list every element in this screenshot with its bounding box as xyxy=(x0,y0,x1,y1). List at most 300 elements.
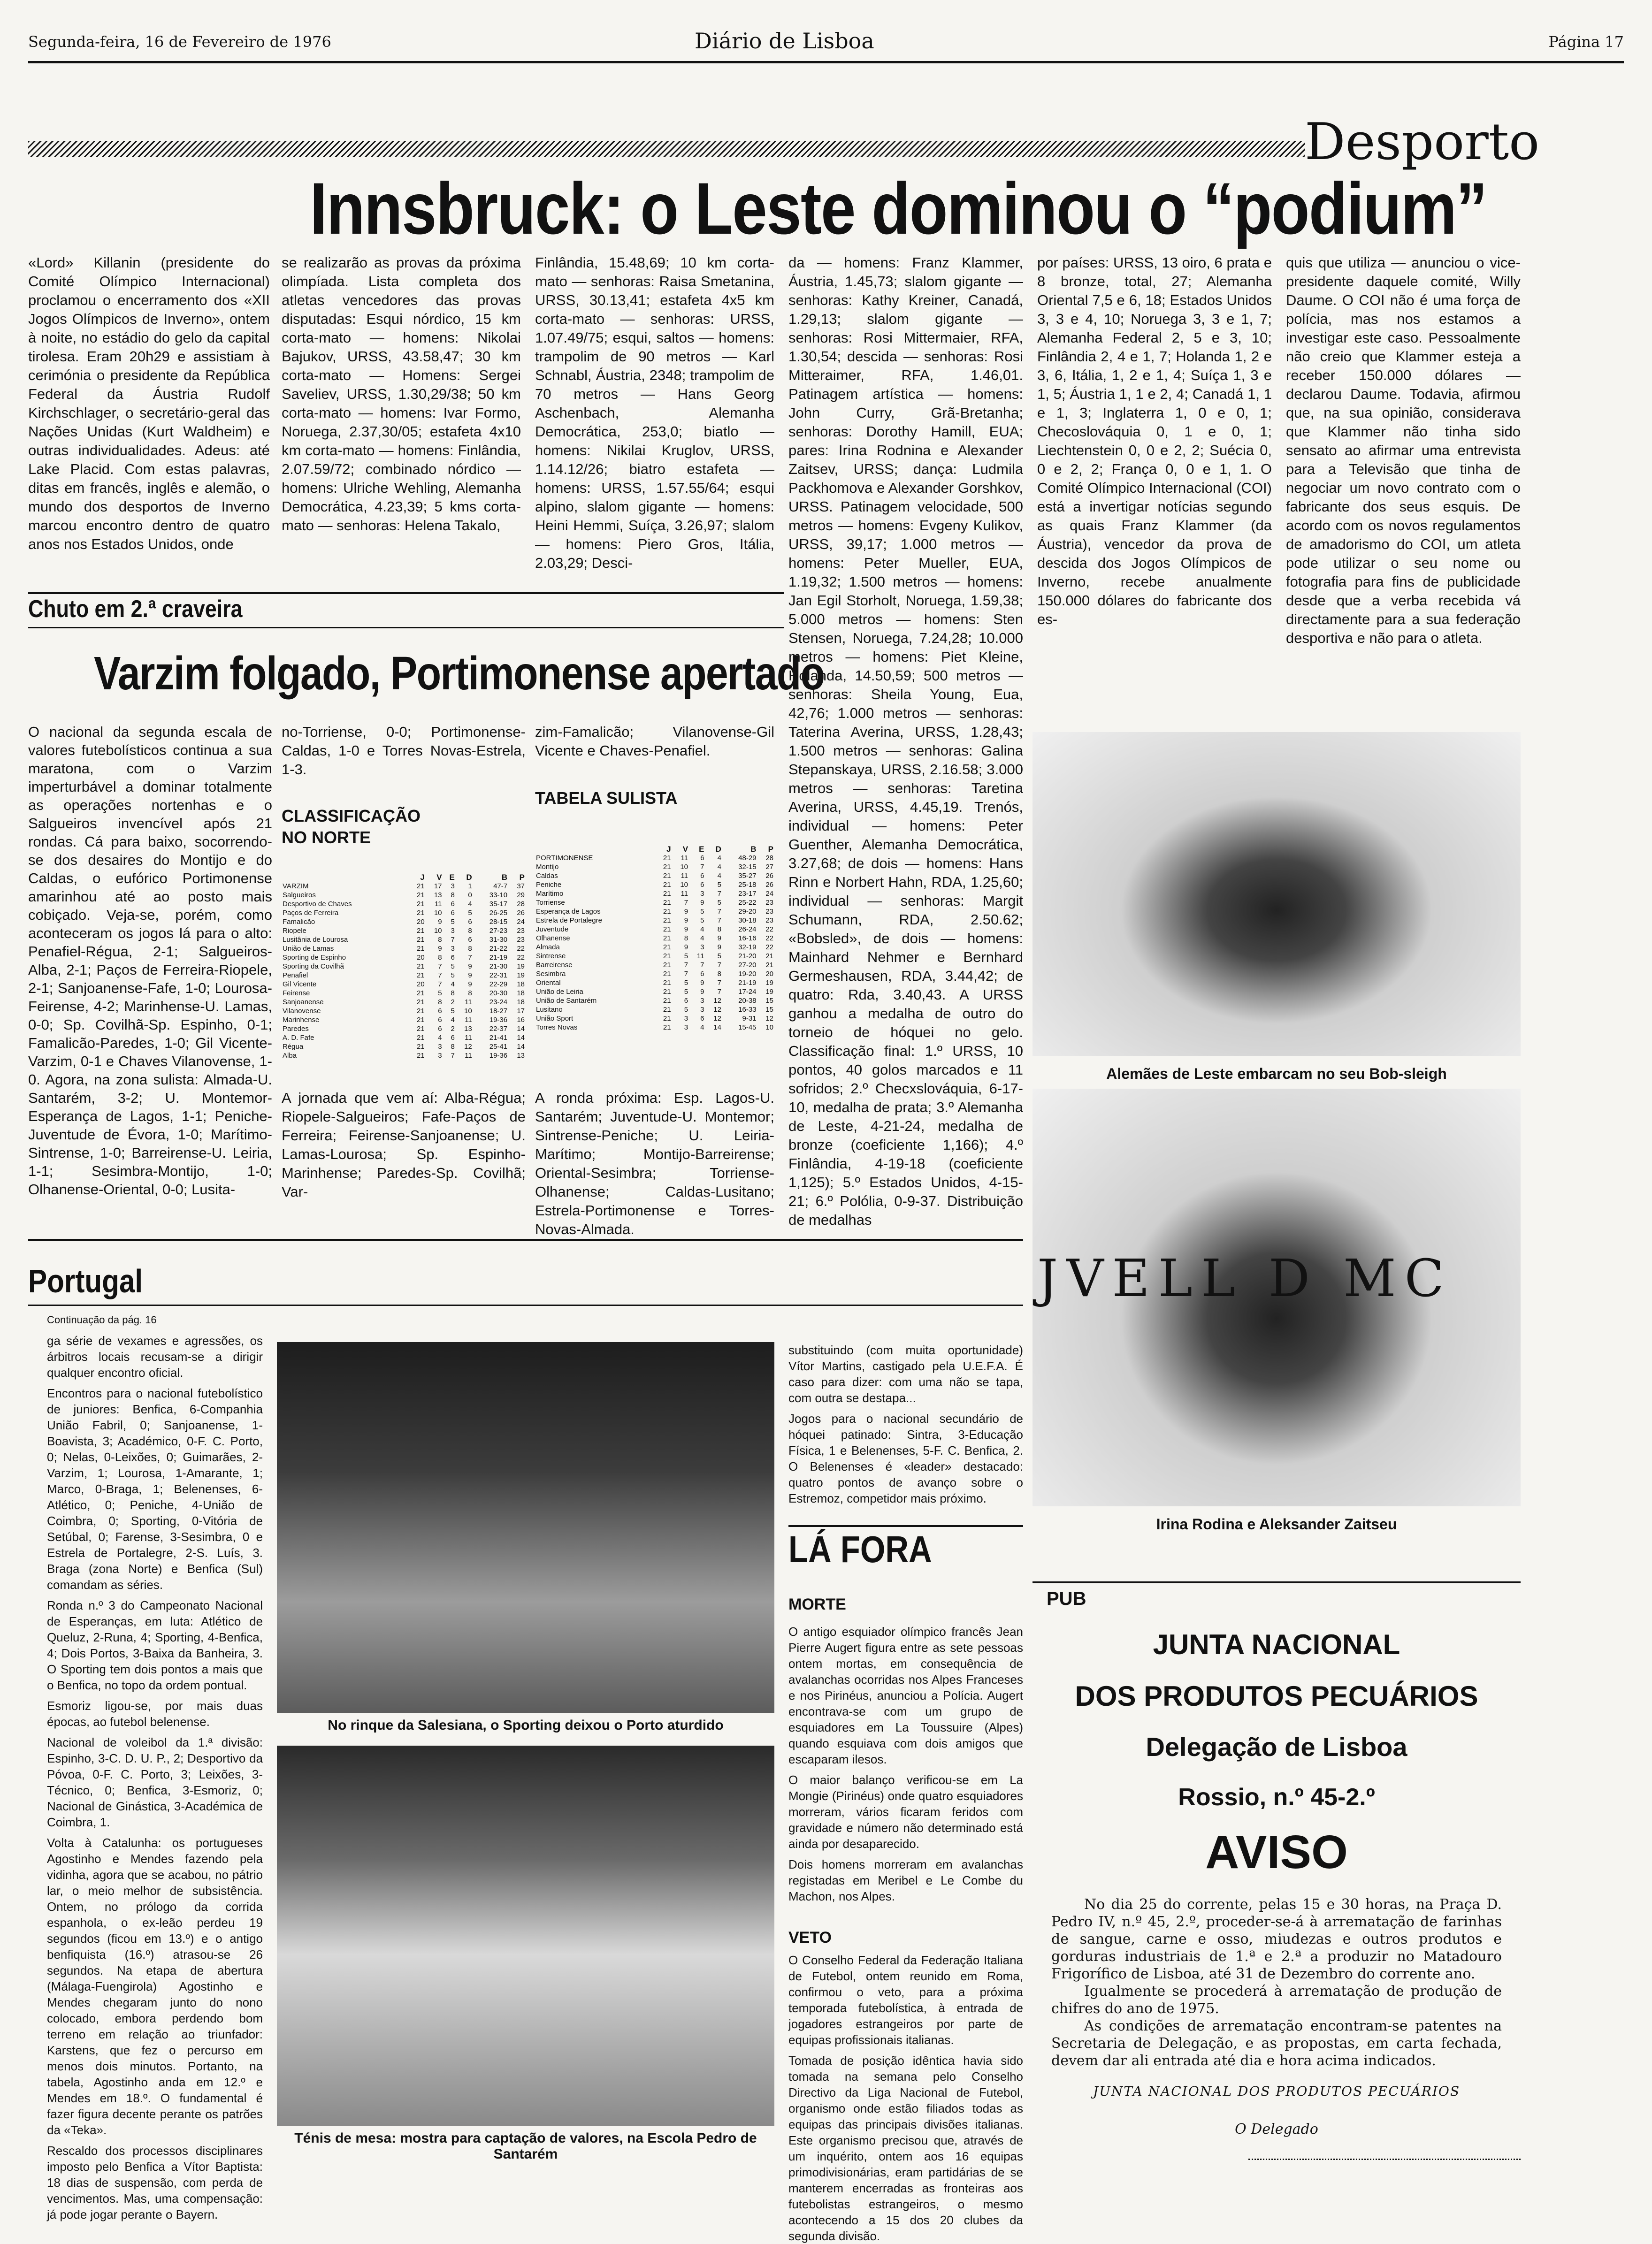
bobsleigh-photo xyxy=(1032,732,1521,1056)
innsbruck-col6: quis que utiliza — anunciou o vice-presidente daquele comité, Willy Daume. O COI não é uma força de polícia, mas nos estamos a investigar este caso. Pessoalmente não creio que Klammer esteja a receber 150.000 dólares — declarou Daume. Todavia, afirmou que, na sua opinião, considerava que Klammer não tinha sido sensato ao afirmar uma entrevista para a Televisão que tinha de negociar um novo contrato com o fabricante dos seus esquis. De acordo com os novos regulamentos de amadorismo do COI, um atleta pode utilizar o seu nome ou fotografia para fins de publicidade desde que a verba recebida vá directamente para a sua federação desportiva e não para o atleta. xyxy=(1286,254,1521,646)
table-header: B xyxy=(750,845,757,854)
table-cell: 6 xyxy=(451,954,455,962)
table-cell: 21-41 xyxy=(489,1034,508,1042)
section-hatch xyxy=(28,141,1305,157)
table-cell: 19 xyxy=(517,962,525,970)
table-cell: 24 xyxy=(517,918,525,926)
table-cell: 9-31 xyxy=(742,1015,757,1023)
table-cell: 17 xyxy=(517,1007,525,1015)
norte-table xyxy=(282,873,526,1060)
table-cell: 23 xyxy=(765,908,773,916)
table-cell: 7 xyxy=(684,961,688,969)
table-cell: 22-31 xyxy=(489,971,508,979)
table-cell: 21 xyxy=(663,925,671,933)
team-name: Juventude xyxy=(536,925,569,933)
table-cell: 19 xyxy=(765,988,773,996)
table-cell: 9 xyxy=(468,971,472,979)
table-cell: 7 xyxy=(451,936,455,944)
table-cell: 21 xyxy=(663,979,671,987)
table-row xyxy=(282,953,526,962)
table-cell: 2 xyxy=(451,1025,455,1033)
table-cell: 21 xyxy=(417,1025,425,1033)
table-cell: 25-18 xyxy=(738,881,757,889)
table-row xyxy=(535,898,774,907)
team-name: Peniche xyxy=(536,881,562,889)
table-cell: 21 xyxy=(765,961,773,969)
table-cell: 5 xyxy=(451,918,455,926)
team-name: Torriense xyxy=(536,899,565,907)
table-cell: 9 xyxy=(438,918,442,926)
table-row xyxy=(282,1007,526,1015)
team-name: União de Leiria xyxy=(536,988,583,996)
table-cell: 6 xyxy=(451,909,455,917)
table-row xyxy=(535,1005,774,1014)
table-row xyxy=(282,944,526,953)
table-cell: 23 xyxy=(765,916,773,924)
table-cell: 23 xyxy=(517,936,525,944)
table-cell: 29 xyxy=(517,891,525,899)
table-cell: 21 xyxy=(417,1034,425,1042)
table-cell: 21-30 xyxy=(489,962,508,970)
portugal-paragraph: Nacional de voleibol da 1.ª divisão: Espinho, 3-C. D. U. P., 2; Desportivo da Póvoa, 0-F. C. Porto, 3; Leixões, 3-Técnico, 0; Benfica, 3-Esmoriz, 0; Nacional de Ginástica, 3-Académica de Coimbra, 1. xyxy=(47,1735,263,1829)
table-cell: 6 xyxy=(700,872,704,880)
morte-heading: MORTE xyxy=(788,1595,846,1613)
norte-title xyxy=(282,805,421,848)
morte-text xyxy=(788,1624,1023,1924)
norte-title-line2: NO NORTE xyxy=(282,828,371,847)
table-cell: 19-36 xyxy=(489,1016,508,1024)
table-cell: 3 xyxy=(438,1052,442,1060)
table-cell: 35-27 xyxy=(738,872,757,880)
pub-bottom-dots xyxy=(1248,2159,1521,2160)
section-title: Desporto xyxy=(1305,113,1540,171)
table-row xyxy=(535,969,774,978)
table-cell: 9 xyxy=(700,979,704,987)
team-name: Esperança de Lagos xyxy=(536,908,601,916)
morte-paragraph: O antigo esquiador olímpico francês Jean Pierre Augert figura entre as sete pessoas ontem mortas, em consequência de avalanchas ocorridas nos Alpes Franceses e nos Pirinéus, anunciou a Polícia. Augert encontrava-se com um grupo de esquiadores em La Toussuire (Alpes) quando esquiava com dois amigos que escaparam ilesos. xyxy=(788,1625,1023,1766)
table-cell: 9 xyxy=(684,908,688,916)
table-row xyxy=(535,880,774,889)
table-cell: 8 xyxy=(468,927,472,935)
table-cell: 21 xyxy=(417,900,425,908)
table-cell: 8 xyxy=(684,934,688,942)
table-cell: 9 xyxy=(684,925,688,933)
masthead xyxy=(28,28,1624,56)
table-cell: 21 xyxy=(417,1007,425,1015)
team-name: Desportivo de Chaves xyxy=(283,900,352,908)
table-cell: 21 xyxy=(663,988,671,996)
la-fora-rule xyxy=(788,1525,1023,1527)
veto-text xyxy=(788,1952,1023,2243)
table-row xyxy=(535,907,774,916)
team-name: União de Santarém xyxy=(536,997,597,1005)
table-cell: 19-20 xyxy=(738,970,757,978)
table-cell: 11 xyxy=(681,854,688,862)
table-cell: 9 xyxy=(438,945,442,953)
table-row xyxy=(282,962,526,971)
table-cell: 21 xyxy=(417,1043,425,1051)
table-cell: 32-19 xyxy=(738,943,757,951)
pub-body-3: As condições de arrematação encontram-se patentes na Secretaria de Delegação, e as propostas, em carta fechada, devem dar ali entrada até dia e hora acima indicados. xyxy=(1051,2018,1502,2069)
portugal-paragraph: Rescaldo dos processos disciplinares imposto pelo Benfica a Vítor Baptista: 18 dias de suspensão, com perda de vencimentos. Mas, uma compensação: já pode jogar perante o Bayern. xyxy=(47,2144,263,2221)
table-tennis-photo xyxy=(277,1746,774,2126)
table-header: P xyxy=(519,873,525,882)
table-cell: 21 xyxy=(663,863,671,871)
table-cell: 7 xyxy=(717,916,721,924)
table-cell: 21 xyxy=(417,927,425,935)
table-row xyxy=(282,891,526,900)
table-row xyxy=(282,998,526,1007)
pub-top-rule xyxy=(1032,1581,1521,1583)
portugal-col1 xyxy=(47,1333,263,2221)
table-cell: 22-29 xyxy=(489,980,508,988)
table-cell: 23 xyxy=(517,927,525,935)
table-cell: 21 xyxy=(663,997,671,1005)
table-cell: 5 xyxy=(700,908,704,916)
table-cell: 8 xyxy=(717,970,721,978)
table-cell: 9 xyxy=(684,916,688,924)
table-cell: 17 xyxy=(434,882,442,890)
table-cell: 5 xyxy=(451,962,455,970)
table-row xyxy=(535,889,774,898)
table-cell: 21 xyxy=(765,952,773,960)
sul-table-wrap xyxy=(535,845,774,1032)
table-cell: 9 xyxy=(717,943,721,951)
table-cell: 22 xyxy=(517,954,525,962)
table-cell: 20 xyxy=(417,954,425,962)
table-cell: 9 xyxy=(717,934,721,942)
table-cell: 7 xyxy=(438,980,442,988)
portugal-paragraph: Volta à Catalunha: os portugueses Agostinho e Mendes fazendo pela vidinha, agora que se acabou, no pátrio lar, o meio melhor de subsistência. Ontem, no prólogo da corrida espanhola, o ex-leão perdeu 19 segundos (ficou em 13.º) e o antigo benfiquista (16.º) atrasou-se 26 segundos. Na etapa de abertura (Málaga-Fuengirola) Agostinho e Mendes chegaram junto do nono colocado, embora perdendo bom terreno em relação ao triunfador: Karstens, que fez o percurso em menos dois minutos. Portanto, na tabela, Agostinho anda em 12.º e Mendes em 18.º. O fundamental é fazer figura decente perante os patrões da «Teka». xyxy=(47,1836,263,2137)
team-name: Paços de Ferreira xyxy=(283,909,339,917)
table-cell: 4 xyxy=(700,1023,704,1031)
page-number: Página 17 xyxy=(1548,33,1624,51)
table-row xyxy=(282,917,526,926)
table-header-blank xyxy=(282,873,408,882)
table-cell: 13 xyxy=(464,1025,472,1033)
table-cell: 3 xyxy=(684,1023,688,1031)
table-cell: 5 xyxy=(684,1006,688,1014)
table-row xyxy=(282,882,526,891)
table-cell: 3 xyxy=(451,882,455,890)
table-cell: 8 xyxy=(451,1043,455,1051)
masthead-rule xyxy=(28,61,1624,63)
table-cell: 9 xyxy=(468,980,472,988)
masthead-date: Segunda-feira, 16 de Fevereiro de 1976 xyxy=(28,33,331,51)
table-cell: 19-36 xyxy=(489,1052,508,1060)
chuto-col2-top: no-Torriense, 0-0; Portimonense-Caldas, 1-0 e Torres Novas-Estrela, 1-3. xyxy=(282,724,526,778)
table-cell: 5 xyxy=(684,952,688,960)
table-cell: 21 xyxy=(417,1016,425,1024)
pub-body-1: No dia 25 do corrente, pelas 15 e 30 horas, na Praça D. Pedro IV, n.º 45, 2.º, proceder-se-á à arrematação de farinhas de sangue, carne e osso, miudezas e outros produtos e gorduras industriais de 1.ª e 2.ª a produzir no Matadouro Frigorífico de Lisboa, até 31 de Dezembro do corrente ano. xyxy=(1051,1896,1502,1982)
team-name: Riopele xyxy=(283,927,306,935)
table-cell: 12 xyxy=(765,1015,773,1023)
table-cell: 5 xyxy=(717,899,721,907)
team-name: Marinhense xyxy=(283,1016,320,1024)
table-row xyxy=(282,1015,526,1024)
portugal-col3 xyxy=(788,1342,1023,1516)
table-header: D xyxy=(466,873,472,882)
table-cell: 9 xyxy=(684,943,688,951)
table-cell: 20 xyxy=(417,980,425,988)
team-name: Penafiel xyxy=(283,971,308,979)
table-cell: 21-22 xyxy=(489,945,508,953)
table-cell: 7 xyxy=(717,979,721,987)
table-cell: 9 xyxy=(700,988,704,996)
table-cell: 11 xyxy=(434,900,442,908)
table-cell: 8 xyxy=(468,989,472,997)
table-cell: 6 xyxy=(700,854,704,862)
chuto-col3-bottom: A ronda próxima: Esp. Lagos-U. Santarém; Juventude-U. Montemor; Sintrense-Peniche; U. Leiria-Marítimo; Montijo-Barreirense; Oriental-Sesimbra; Torriense-Olhanense; Caldas-Lusitano; Estrela-Portimonense e Torres-Novas-Almada. xyxy=(535,1090,774,1237)
table-row xyxy=(535,862,774,871)
table-cell: 21 xyxy=(663,890,671,898)
team-name: Sanjoanense xyxy=(283,998,324,1006)
table-cell: 4 xyxy=(468,900,472,908)
table-cell: 37 xyxy=(517,882,525,890)
table-cell: 26-24 xyxy=(738,925,757,933)
table-row xyxy=(535,961,774,969)
portugal-paragraph: substituindo (com muita oportunidade) Vítor Martins, castigado pela U.E.F.A. É caso para dizer: com uma não se tapa, com outra se destapa... xyxy=(788,1343,1023,1405)
table-cell: 6 xyxy=(468,936,472,944)
table-cell: 10 xyxy=(680,881,688,889)
table-cell: 8 xyxy=(717,925,721,933)
table-cell: 10 xyxy=(680,863,688,871)
table-header: V xyxy=(436,873,442,882)
table-cell: 5 xyxy=(717,881,721,889)
table-cell: 12 xyxy=(713,997,721,1005)
table-cell: 15 xyxy=(765,1006,773,1014)
table-cell: 3 xyxy=(700,997,704,1005)
table-cell: 11 xyxy=(681,890,688,898)
table-cell: 3 xyxy=(700,943,704,951)
table-cell: 20 xyxy=(417,918,425,926)
team-name: União Sport xyxy=(536,1015,574,1023)
table-cell: 21-20 xyxy=(738,952,757,960)
table-cell: 19 xyxy=(765,979,773,987)
table-cell: 21 xyxy=(663,970,671,978)
team-name: Gil Vicente xyxy=(283,980,317,988)
table-cell: 26 xyxy=(517,909,525,917)
table-cell: 5 xyxy=(717,952,721,960)
team-name: VARZIM xyxy=(283,882,309,890)
table-row xyxy=(535,1023,774,1032)
table-cell: 21 xyxy=(417,998,425,1006)
table-cell: 5 xyxy=(451,971,455,979)
table-header: B xyxy=(501,873,508,882)
chuto-col3-top: zim-Famalicão; Vilanovense-Gil Vicente e Chaves-Penafiel. xyxy=(535,724,774,759)
table-cell: 26-25 xyxy=(489,909,508,917)
table-cell: 20 xyxy=(765,970,773,978)
table-row xyxy=(535,943,774,952)
veto-paragraph: O Conselho Federal da Federação Italiana de Futebol, ontem reunido em Roma, confirmou o veto, para a próxima temporada futebolística, à entrada de jogadores estrangeiros por parte de equipas profissionais italianas. xyxy=(788,1953,1023,2047)
table-cell: 6 xyxy=(451,900,455,908)
team-name: Lusitano xyxy=(536,1006,563,1014)
table-row xyxy=(282,1024,526,1033)
table-cell: 25-22 xyxy=(738,899,757,907)
portugal-paragraph: Esmoriz ligou-se, por mais duas épocas, ao futebol belenense. xyxy=(47,1699,263,1729)
table-header: J xyxy=(666,845,671,854)
table-cell: 10 xyxy=(765,1023,773,1031)
table-cell: 11 xyxy=(696,952,704,960)
table-row xyxy=(282,980,526,989)
team-name: Barreirense xyxy=(536,961,573,969)
table-header: V xyxy=(682,845,688,854)
table-cell: 14 xyxy=(713,1023,721,1031)
table-cell: 6 xyxy=(438,1007,442,1015)
portugal-paragraph: Encontros para o nacional futebolístico de juniores: Benfica, 6-Companhia União Fabril, 0; Sanjoanense, 1-Boavista, 3; Académico, 0-F. C. Porto, 0; Nelas, 0-Leixões, 0; Guimarães, 2-Varzim, 1; Lourosa, 1-Amarante, 1; Marco, 0-Braga, 1; Belenenses, 6-Atlético, 0; Peniche, 4-União de Coimbra, 0; Sporting, 0-Vitória de Setúbal, 0; Farense, 3-Sesimbra, 0 e Estrela de Portalegre, 2-S. Luís, 3. Braga (zona Norte) e Benfica (Sul) comandam as séries. xyxy=(47,1386,263,1592)
table-cell: 8 xyxy=(438,954,442,962)
morte-paragraph: Dois homens morreram em avalanchas registadas em Meribel e Le Combe du Machon, nos Alpes. xyxy=(788,1857,1023,1903)
table-row xyxy=(535,978,774,987)
table-cell: 3 xyxy=(700,1006,704,1014)
table-cell: 23 xyxy=(765,899,773,907)
team-name: Marítimo xyxy=(536,890,564,898)
portugal-top-rule xyxy=(28,1239,1023,1241)
table-cell: 23-24 xyxy=(489,998,508,1006)
table-cell: 6 xyxy=(700,881,704,889)
table-row xyxy=(535,987,774,996)
skaters-banner: JVELL D MC xyxy=(1037,1248,1453,1308)
innsbruck-col2: se realizarão as provas da próxima olimpíada. Lista completa dos atletas vencedores das provas disputadas: Esqui nórdico, 15 km corta-mato — homens: Nikolai Bajukov, URSS, 43.58,47; 30 km corta-mato — Homens: Sergei Saveliev, URSS, 1.30,29/38; 50 km corta-mato — homens: Ivar Formo, Noruega, 2.37,30/05; estafeta 4x10 km corta-mato — homens: Finlândia, 2.07.59/72; combinado nórdico — homens: Ulriche Wehling, Alemanha Democrática, 4.23,39; 5 kms corta-mato — senhoras: Helena Takalo, xyxy=(282,254,521,534)
table-cell: 16 xyxy=(517,1016,525,1024)
table-cell: 21 xyxy=(663,1023,671,1031)
table-cell: 3 xyxy=(438,1043,442,1051)
table-cell: 13 xyxy=(434,891,442,899)
table-row xyxy=(535,934,774,943)
pub-signature-org: JUNTA NACIONAL DOS PRODUTOS PECUÁRIOS xyxy=(1093,2084,1461,2099)
table-cell: 3 xyxy=(451,927,455,935)
table-row xyxy=(282,1033,526,1042)
table-cell: 21 xyxy=(417,989,425,997)
table-cell: 21 xyxy=(417,971,425,979)
table-cell: 7 xyxy=(684,970,688,978)
team-name: Lusitânia de Lourosa xyxy=(283,936,348,944)
table-cell: 21 xyxy=(417,936,425,944)
skaters-caption: Irina Rodina e Aleksander Zaitseu xyxy=(1156,1516,1397,1533)
table-cell: 7 xyxy=(438,962,442,970)
pub-body xyxy=(1051,1896,1502,2069)
table-row xyxy=(535,1014,774,1023)
pub-body-2: Igualmente se procederá à arrematação de produção de chifres do ano de 1975. xyxy=(1051,1983,1502,2017)
table-cell: 11 xyxy=(465,1052,472,1060)
table-cell: 21 xyxy=(663,1006,671,1014)
innsbruck-col5: por países: URSS, 13 oiro, 6 prata e 8 bronze, total, 27; Alemanha Oriental 7,5 e 6, 18; Estados Unidos 3, 3 e 4, 10; Noruega 3, 3 e 1, 7; Alemanha Federal 2, 5 e 3, 10; Finlândia 2, 4 e 1, 7; Holanda 1, 2 e 3, 6, Itália, 1, 2 e 1, 4; Suíça 1, 3 e 1, 5; Áustria 1, 1 e 2, 4; Canadá 1, 1 e 1, 3; Inglaterra 1, 0 e 0, 1; Checoslováquia 0, 1 e 0, 1; Liechtenstein 0, 0 e 2, 2; Suécia 0, 0 e 2, 2; França 0, 0 e 1, 1. O Comité Olímpico Internacional (COI) está a invertigar notícias segundo as quais Franz Klammer (da Áustria), vencedor da prova de descida dos Jogos Olímpicos de Inverno, recebe anualmente 150.000 dólares do fabricante dos es- xyxy=(1037,254,1272,627)
table-cell: 6 xyxy=(684,997,688,1005)
pub-org-2: DOS PRODUTOS PECUÁRIOS xyxy=(1075,1680,1478,1712)
team-name: A. D. Fafe xyxy=(283,1034,314,1042)
table-cell: 4 xyxy=(451,1016,455,1024)
table-cell: 0 xyxy=(468,891,472,899)
table-cell: 18-27 xyxy=(489,1007,508,1015)
table-cell: 5 xyxy=(451,1007,455,1015)
chuto-col2-bottom: A jornada que vem aí: Alba-Régua; Riopele-Salgueiros; Fafe-Paços de Ferreira; Feirense-Sanjoanense; U. Lamas-Lourosa; Sp. Espinho-Marinhense; Paredes-Sp. Covilhã; Var- xyxy=(282,1090,526,1200)
table-row xyxy=(282,935,526,944)
table-cell: 7 xyxy=(684,899,688,907)
morte-paragraph: O maior balanço verificou-se em La Mongie (Pirinéus) onde quatro esquiadores morreram, vários ficaram feridos com gravidade e número não determinado está ainda por desaparecido. xyxy=(788,1773,1023,1851)
table-cell: 21 xyxy=(417,945,425,953)
table-cell: 21-19 xyxy=(489,954,508,962)
table-cell: 4 xyxy=(717,872,721,880)
table-cell: 21 xyxy=(663,1015,671,1023)
table-cell: 21 xyxy=(663,899,671,907)
pub-aviso: AVISO xyxy=(1205,1826,1348,1878)
table-cell: 28-15 xyxy=(489,918,508,926)
table-cell: 21 xyxy=(663,934,671,942)
table-row xyxy=(282,971,526,980)
table-cell: 7 xyxy=(451,1052,455,1060)
tennis-caption: Ténis de mesa: mostra para captação de valores, na Escola Pedro de Santarém xyxy=(294,2130,757,2162)
masthead-title: Diário de Lisboa xyxy=(695,28,874,53)
team-name: Caldas xyxy=(536,872,558,880)
table-cell: 7 xyxy=(700,863,704,871)
table-cell: 6 xyxy=(438,1016,442,1024)
table-cell: 7 xyxy=(468,954,472,962)
hockey-caption: No rinque da Salesiana, o Sporting deixou o Porto aturdido xyxy=(328,1717,724,1733)
table-cell: 21 xyxy=(417,909,425,917)
table-cell: 4 xyxy=(700,934,704,942)
table-cell: 11 xyxy=(465,998,472,1006)
table-cell: 11 xyxy=(465,1016,472,1024)
table-cell: 5 xyxy=(438,989,442,997)
table-cell: 8 xyxy=(451,989,455,997)
team-name: Alba xyxy=(283,1052,297,1060)
table-cell: 4 xyxy=(717,854,721,862)
table-header: J xyxy=(420,873,425,882)
table-cell: 21 xyxy=(663,916,671,924)
table-header: E xyxy=(449,873,455,882)
table-cell: 21 xyxy=(417,882,425,890)
la-fora-heading: LÁ FORA xyxy=(788,1528,932,1570)
innsbruck-headline: Innsbruck: o Leste dominou o “podium” xyxy=(310,168,1487,250)
table-cell: 20-38 xyxy=(738,997,757,1005)
continuation-note: Continuação da pág. 16 xyxy=(47,1314,157,1326)
table-cell: 21 xyxy=(663,961,671,969)
table-cell: 22-37 xyxy=(489,1025,508,1033)
sul-table xyxy=(535,845,774,1032)
table-cell: 6 xyxy=(451,1034,455,1042)
team-name: Famalicão xyxy=(283,918,315,926)
table-cell: 26 xyxy=(765,881,773,889)
table-cell: 26 xyxy=(765,872,773,880)
table-header-blank xyxy=(535,845,655,854)
team-name: Régua xyxy=(283,1043,304,1051)
table-cell: 13 xyxy=(517,1052,525,1060)
team-name: Salgueiros xyxy=(283,891,316,899)
team-name: Montijo xyxy=(536,863,559,871)
table-cell: 14 xyxy=(517,1043,525,1051)
team-name: Vilanovense xyxy=(283,1007,321,1015)
table-cell: 28 xyxy=(765,854,773,862)
table-cell: 21 xyxy=(417,1052,425,1060)
table-cell: 4 xyxy=(700,925,704,933)
sul-title: TABELA SULISTA xyxy=(535,788,678,808)
table-cell: 1 xyxy=(468,882,472,890)
table-row xyxy=(282,1051,526,1060)
table-cell: 5 xyxy=(684,988,688,996)
table-row xyxy=(282,1042,526,1051)
table-cell: 23-17 xyxy=(738,890,757,898)
table-header: E xyxy=(699,845,704,854)
table-cell: 7 xyxy=(717,908,721,916)
table-cell: 31-30 xyxy=(489,936,508,944)
table-cell: 7 xyxy=(717,961,721,969)
table-cell: 16-33 xyxy=(738,1006,757,1014)
team-name: Feirense xyxy=(283,989,310,997)
table-row xyxy=(535,871,774,880)
table-row xyxy=(282,989,526,998)
table-row xyxy=(535,952,774,961)
table-cell: 21 xyxy=(663,943,671,951)
